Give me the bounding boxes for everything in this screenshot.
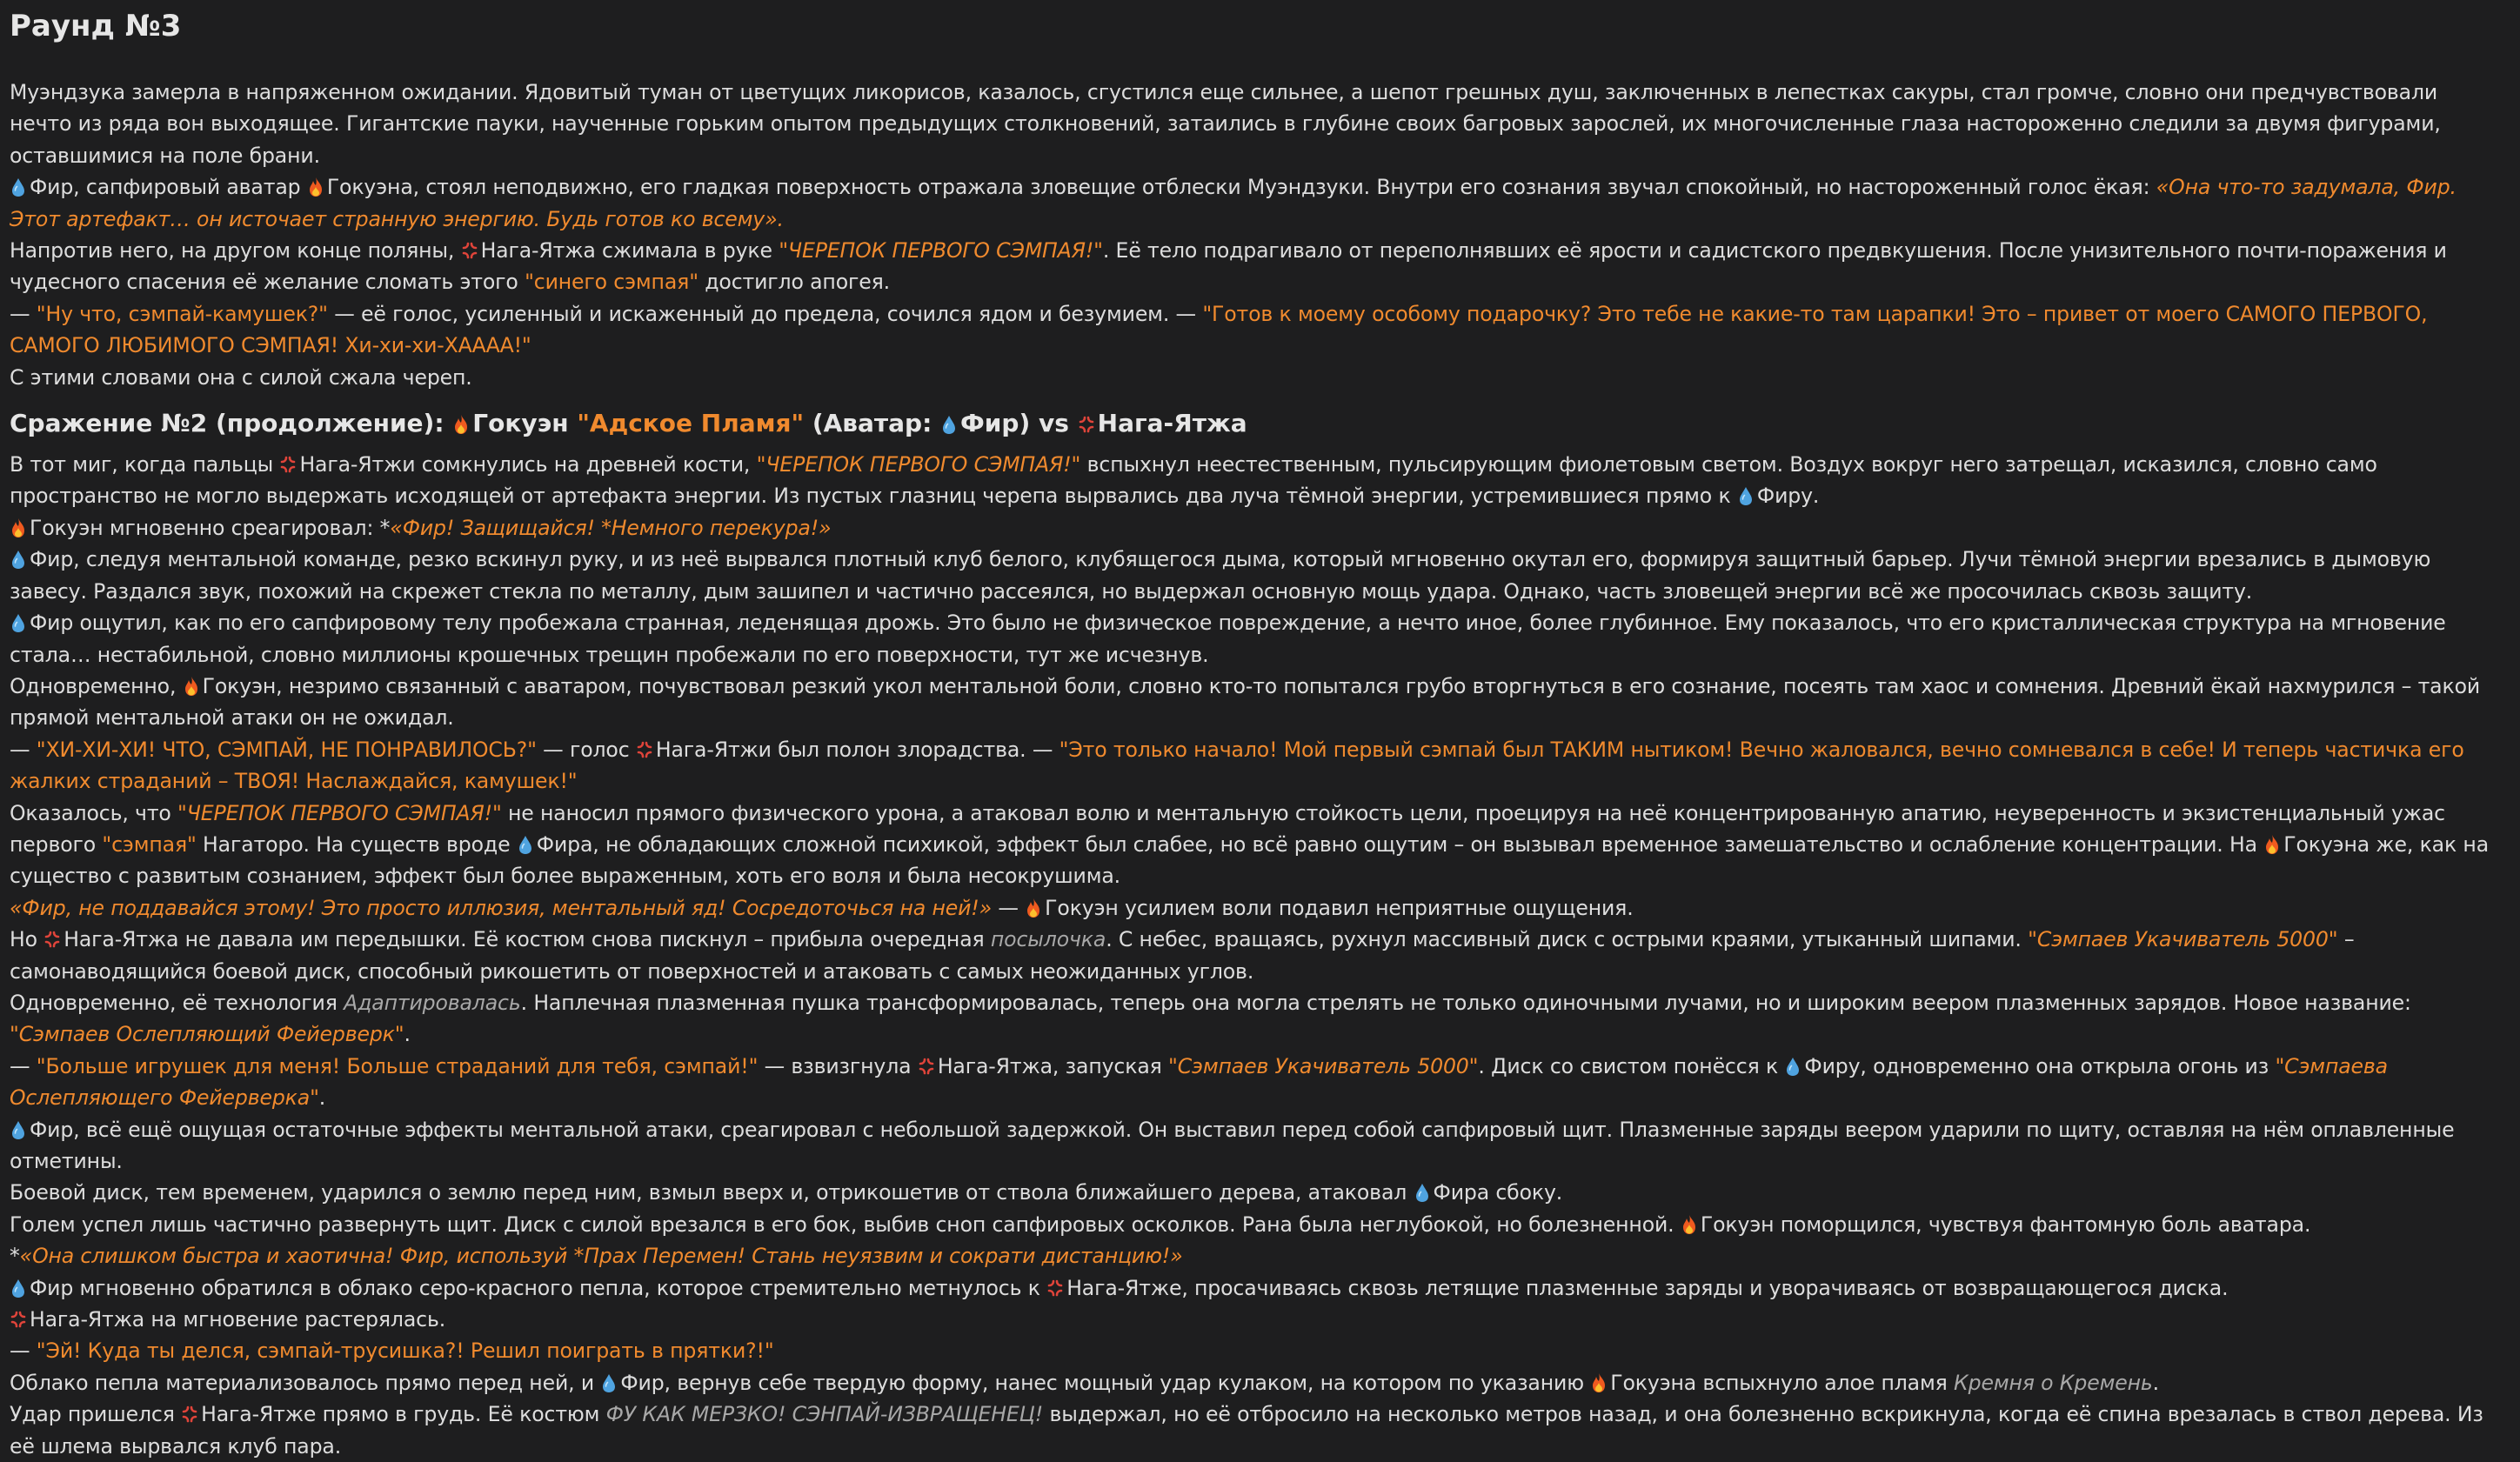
fire-icon [1681,1214,1698,1235]
emphasis-quote: "Сэмпаев Укачиватель 5000" [2028,927,2338,952]
fire-icon [307,177,324,197]
paragraph [10,512,2505,544]
text-run: Фир, всё ещё ощущая остаточные эффекты ментальной атаки, среагировал с небольшой задержкой. Он выставил перед собой сапфировый щит. Плазменные заряды веером ударили по щиту, оставляя на нём оплавленные отметины. [10,1117,2455,1173]
drop-icon [600,1372,618,1393]
paragraph [10,449,2505,512]
quote-text: "синего сэмпая" [525,270,699,295]
text-run: * [10,1244,20,1269]
heading-enemy: Нага-Ятжа [1097,409,1247,438]
text-run: Гокуэн поморщился, чувствуя фантомную боль аватара. [1700,1212,2311,1237]
anger-icon [279,454,297,475]
paragraph [10,544,2505,607]
fire-icon [1025,898,1042,918]
text-run: Гокуэна же, как на существо с развитым сознанием, эффект был более выраженным, хоть его воля и была несокрушима. [10,831,2490,889]
text-run: Гокуэн мгновенно среагировал: * [30,515,391,540]
text-run: Нага-Ятжи был полон злорадства. — [655,737,1059,762]
quote-text: "Больше игрушек для меня! Больше страданий для тебя, сэмпай!" [36,1053,759,1078]
text-run: — [10,1053,37,1078]
anger-icon [636,739,653,760]
heading-prefix: Сражение №2 (продолжение): [10,409,453,438]
italic-term: Адаптировалась [344,990,521,1015]
text-run: . С небес, вращаясь, рухнул массивный диск с острыми краями, утыканный шипами. [1106,927,2029,952]
drop-icon [1784,1056,1801,1077]
paragraph [10,171,2505,235]
text-run: . Диск со свистом понёсся к [1478,1053,1785,1078]
drop-icon [517,834,534,855]
emphasis-quote: «Она что-то задумала, Фир. Этот артефакт… он источает странную энергию. Будь готов ко всему». [10,175,2456,231]
fire-icon [452,414,470,435]
anger-icon [918,1056,935,1077]
quote-text: "Ну что, сэмпай-камушек?" [36,301,328,326]
drop-icon [10,1278,27,1298]
text-run: Нага-Ятжа сжимала в руке [480,238,779,264]
paragraph [10,1240,2505,1272]
drop-icon [10,612,27,633]
quote-text: "Эй! Куда ты делся, сэмпай-трусишка?! Решил поиграть в прятки?!" [36,1338,774,1364]
text-run: Нага-Ятжe прямо в грудь. Её костюм [201,1402,606,1427]
text-run: Фир, сапфировый аватар [30,175,307,200]
anger-icon [461,240,478,261]
fire-icon [2263,834,2281,855]
drop-icon [1414,1182,1431,1203]
drop-icon [10,549,27,570]
text-run: — её голос, усиленный и искаженный до предела, сочился ядом и безумием. — [327,301,1203,326]
text-run: Облако пепла материализовалось прямо перед ней, и [10,1370,601,1395]
text-run: Оказалось, что [10,800,178,825]
drop-icon [10,1119,27,1140]
paragraph [10,987,2505,1051]
emphasis-quote: "ЧЕРЕПОК ПЕРВОГО СЭМПАЯ!" [177,800,502,825]
text-run: Фир, следуя ментальной команде, резко вскинул руку, и из неё вырвался плотный клуб белого, клубящегося дыма, который мгновенно окутал его, формируя защитный барьер. Лучи тёмной энергии врезались в дымовую завесу. Раздался звук, похожий на скрежет стекла по металлу, дым зашипел и частично рассеялся, но выдержал основную мощь удара. Однако, часть зловещей энергии всё же просочилась сквозь защиту. [10,547,2431,604]
text-run: Боевой диск, тем временем, ударился о землю перед ним, взмыл вверх и, отрикошетив от ствола ближайшего дерева, атаковал [10,1180,1414,1205]
text-run: выдержал, но её отбросило на несколько метров назад, и она болезненно вскрикнула, когда её спина врезалась в ствол дерева. Из её шлема вырвался клуб пара. [10,1402,2483,1459]
italic-term: посылочка [990,927,1106,952]
text-run: Но [10,927,44,952]
emphasis-quote: "ЧЕРЕПОК ПЕРВОГО СЭМПАЯ!" [779,238,1103,264]
emphasis-quote: "Сэмпаева Ослепляющего Фейерверка" [10,1053,2388,1111]
text-run: — [10,1338,37,1364]
quote-text: "Это только начало! Мой первый сэмпай был ТАКИМ нытиком! Вечно жаловался, вечно сомневался в себе! И теперь частичка его жалких страданий – ТВОЯ! Наслаждайся, камушек!" [10,737,2464,794]
text-run: Фир мгновенно обратился в облако серо-красного пепла, которое стремительно метнулось к [30,1275,1047,1300]
paragraph [10,1304,2505,1335]
paragraph [10,235,2505,298]
text-run: . [318,1085,326,1111]
text-run: Удар пришелся [10,1402,182,1427]
text-run: Фиру, одновременно она открыла огонь из [1804,1053,2276,1078]
italic-term: Кремня о Кремень [1954,1370,2153,1395]
paragraph [10,298,2505,362]
text-run: Фир ощутил, как по его сапфировому телу пробежала странная, леденящая дрожь. Это было не физическое повреждение, а нечто иное, более глубинное. Ему показалось, что его кристаллическая структура на мгновение стала… нестабильной, словно миллионы крошечных трещин пробежали по его поверхности, тут же исчезнув. [10,611,2446,667]
text-run: – самонаводящийся боевой диск, способный рикошетить от поверхностей и атаковать с самых неожиданных углов. [10,927,2355,984]
paragraph [10,607,2505,671]
text-run: Нага-Ятжа не давала им передышки. Её костюм снова пискнул – прибыла очередная [64,927,991,952]
paragraph [10,1051,2505,1114]
quote-text: "сэмпая" [102,831,197,857]
text-run: вспыхнул неестественным, пульсирующим фиолетовым светом. Воздух вокруг него затрещал, исказился, словно само пространство не могло выдержать исходящей от артефакта энергии. Из пустых глазниц черепа вырвались два луча тёмной энергии, устремившиеся прямо к [10,452,2377,509]
text-run: Голем успел лишь частично развернуть щит. Диск с силой врезался в его бок, выбив сноп сапфировых осколков. Рана была неглубокой, но болезненной. [10,1212,1681,1237]
paragraph [10,1209,2505,1240]
text-run: Напротив него, на другом конце поляны, [10,238,461,264]
fire-icon [183,676,200,697]
text-run: — взвизгнула [758,1053,918,1078]
heading-avatar-label: (Аватар: [804,409,941,438]
emphasis-quote: «Фир! Защищайся! *Немного перекура!» [390,515,832,540]
text-run: Фир, вернув себе твердую форму, нанес мощный удар кулаком, на котором по указанию [620,1370,1591,1395]
text-run: Гокуэн усилием воли подавил неприятные ощущения. [1045,895,1634,920]
text-run: — [992,895,1026,920]
anger-icon [10,1309,27,1330]
page-title: Раунд №3 [10,9,182,43]
heading-hero: Гокуэн [472,409,578,438]
drop-icon [1737,485,1755,506]
text-run: Гокуэна, стоял неподвижно, его гладкая поверхность отражала зловещие отблески Муэндзуки. Внутри его сознания звучал спокойный, но настороженный голос ёкая: [326,175,2156,200]
text-run: Фиру. [1756,484,1820,509]
text-run: Гокуэна вспыхнуло алое пламя [1610,1370,1955,1395]
text-run: Фира, не обладающих сложной психикой, эффект был слабее, но всё равно ощутим – он вызывал временное замешательство и ослабление концентрации. На [536,831,2264,857]
text-run: Нага-Ятжи сомкнулись на древней кости, [299,452,757,477]
text-run: В тот миг, когда пальцы [10,452,280,477]
emphasis-quote: «Она слишком быстра и хаотична! Фир, используй *Прах Перемен! Стань неуязвим и сократи дистанцию!» [19,1244,1183,1269]
text-run: — [10,737,37,762]
paragraph [10,671,2505,734]
italic-term: ФУ КАК МЕРЗКО! СЭНПАЙ-ИЗВРАЩЕНЕЦ! [605,1402,1044,1427]
text-run: . Её тело подрагивало от переполнявших её ярости и садистского предвкушения. После унизительного почти-поражения и чудесного спасения её желание сломать этого [10,238,2447,295]
text-run: Нага-Ятжe, просачиваясь сквозь летящие плазменные заряды и уворачиваясь от возвращающегося диска. [1066,1275,2229,1300]
anger-icon [1046,1278,1064,1298]
battle-section [10,449,2505,1462]
anger-icon [43,929,61,950]
fire-icon [10,517,27,538]
anger-icon [1078,414,1095,435]
anger-icon [181,1404,198,1425]
emphasis-quote: «Фир, не поддавайся этому! Это просто иллюзия, ментальный яд! Сосредоточься на ней!» [10,895,993,920]
text-run: — голос [536,737,636,762]
quote-text: "ХИ-ХИ-ХИ! ЧТО, СЭМПАЙ, НЕ ПОНРАВИЛОСЬ?" [36,737,537,762]
battle-heading [10,405,2505,442]
text-run: Гокуэн, незримо связанный с аватаром, почувствовал резкий укол ментальной боли, словно кто-то попытался грубо вторгнуться в его сознание, посеять там хаос и сомнения. Древний ёкай нахмурился – такой прямой ментальной атаки он не ожидал. [10,673,2481,731]
text-run: С этими словами она с силой сжала череп. [10,364,472,390]
text-run: Нагаторо. На существ вроде [196,831,517,857]
heading-avatar-name: Фир) vs [960,409,1078,438]
drop-icon [10,177,27,197]
paragraph [10,77,2505,171]
paragraph [10,362,2505,393]
text-run: не наносил прямого физического урона, а атаковал волю и ментальную стойкость цели, проецируя на неё концентрированную апатию, неуверенность и экзистенциальный ужас первого [10,800,2445,857]
text-run: Муэндзука замерла в напряженном ожидании. Ядовитый туман от цветущих ликорисов, казалось, сгустился еще сильнее, а шепот грешных душ, заключенных в лепестках сакуры, стал громче, словно они предчувствовали нечто из ряда вон выходящее. Гигантские пауки, наученные горьким опытом предыдущих столкновений, затаились в глубине своих багровых зарослей, их многочисленные глаза настороженно следили за двумя фигурами, оставшимися на поле брани. [10,80,2441,168]
paragraph [10,1272,2505,1304]
emphasis-quote: "Сэмпаев Укачиватель 5000" [1168,1053,1479,1078]
text-run: Одновременно, [10,673,183,698]
paragraph [10,892,2505,924]
text-run: достигло апогея. [698,270,890,295]
paragraph [10,734,2505,798]
paragraph [10,924,2505,987]
text-run: — [10,301,37,326]
emphasis-quote: "ЧЕРЕПОК ПЕРВОГО СЭМПАЯ!" [756,452,1081,477]
paragraph [10,1399,2505,1462]
heading-nickname: "Адское Пламя" [577,409,805,438]
intro-section [10,77,2505,393]
text-run: Одновременно, её технология [10,990,344,1015]
drop-icon [940,414,958,435]
text-run: . Наплечная плазменная пушка трансформировалась, теперь она могла стрелять не только одиночными лучами, но и широким веером плазменных зарядов. Новое название: [520,990,2411,1015]
paragraph [10,1335,2505,1366]
text-run: Нага-Ятжа на мгновение растерялась. [30,1307,446,1332]
text-run: Фира сбоку. [1433,1180,1563,1205]
fire-icon [1590,1372,1608,1393]
paragraph [10,1367,2505,1399]
text-run: Нага-Ятжа, запуская [937,1053,1169,1078]
paragraph [10,1114,2505,1178]
paragraph [10,1177,2505,1208]
emphasis-quote: "Сэмпаев Ослепляющий Фейерверк" [10,1022,404,1047]
text-run: . [2152,1370,2159,1395]
quote-text: "Готов к моему особому подарочку? Это тебе не какие-то там царапки! Это – привет от моего САМОГО ПЕРВОГО, САМОГО ЛЮБИМОГО СЭМПАЯ! Хи-хи-хи-ХАААА!" [10,301,2428,358]
text-run: . [404,1022,411,1047]
paragraph [10,798,2505,892]
